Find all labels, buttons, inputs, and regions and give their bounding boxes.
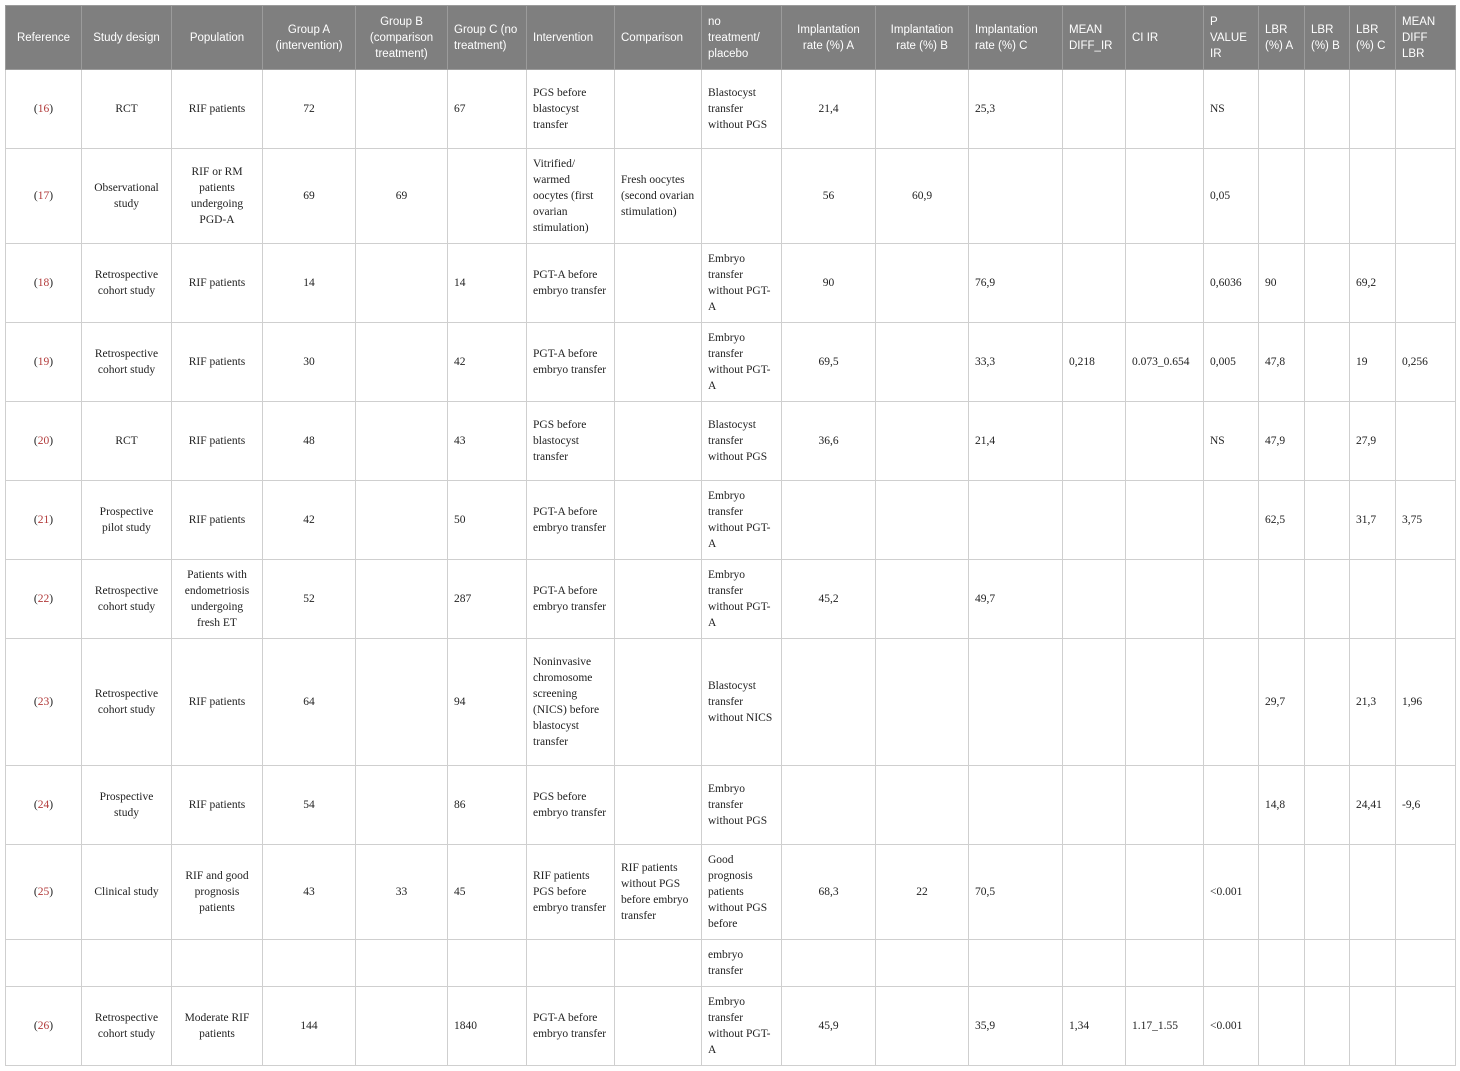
lbr-c-cell: 27,9 bbox=[1350, 402, 1396, 481]
no-treatment-cell: Blastocyst transfer without PGS bbox=[702, 402, 782, 481]
group-b-cell bbox=[356, 639, 448, 766]
header-implantation-c: Implantation rate (%) C bbox=[969, 6, 1063, 70]
table-row bbox=[6, 639, 1456, 766]
reference-cell bbox=[6, 987, 82, 1066]
implantation-b-cell bbox=[876, 70, 969, 149]
paren-open: ( bbox=[33, 356, 38, 368]
comparison-cell bbox=[615, 940, 702, 987]
header-intervention: Intervention bbox=[527, 6, 615, 70]
implantation-c-cell bbox=[969, 940, 1063, 987]
group-c-cell: 67 bbox=[448, 70, 527, 149]
no-treatment-cell: Embryo transfer without PGT-A bbox=[702, 987, 782, 1066]
paren-open: ( bbox=[33, 435, 38, 447]
implantation-a-cell: 56 bbox=[782, 149, 876, 244]
intervention-cell: PGT-A before embryo transfer bbox=[527, 244, 615, 323]
implantation-a-cell bbox=[782, 766, 876, 845]
paren-open: ( bbox=[33, 103, 38, 115]
group-c-cell: 14 bbox=[448, 244, 527, 323]
implantation-c-cell: 21,4 bbox=[969, 402, 1063, 481]
reference-link[interactable]: 17 bbox=[37, 190, 50, 202]
lbr-a-cell bbox=[1259, 70, 1305, 149]
p-value-ir-cell: 0,05 bbox=[1204, 149, 1259, 244]
implantation-a-cell: 45,2 bbox=[782, 560, 876, 639]
group-b-cell bbox=[356, 481, 448, 560]
ci-ir-cell: 0.073_0.654 bbox=[1126, 323, 1204, 402]
comparison-cell: Fresh oocytes (second ovarian stimulation) bbox=[615, 149, 702, 244]
group-a-cell: 72 bbox=[263, 70, 356, 149]
group-a-cell: 14 bbox=[263, 244, 356, 323]
header-lbr-a: LBR (%) A bbox=[1259, 6, 1305, 70]
group-a-cell: 30 bbox=[263, 323, 356, 402]
p-value-ir-cell: NS bbox=[1204, 70, 1259, 149]
population-cell: RIF or RM patients undergoing PGD-A bbox=[172, 149, 263, 244]
reference-cell bbox=[6, 639, 82, 766]
group-c-cell: 1840 bbox=[448, 987, 527, 1066]
p-value-ir-cell bbox=[1204, 560, 1259, 639]
lbr-c-cell: 31,7 bbox=[1350, 481, 1396, 560]
paren-open: ( bbox=[33, 886, 38, 898]
group-a-cell: 54 bbox=[263, 766, 356, 845]
reference-cell bbox=[6, 402, 82, 481]
header-implantation-a: Implantation rate (%) A bbox=[782, 6, 876, 70]
mean-diff-lbr-cell bbox=[1396, 987, 1456, 1066]
reference-link[interactable]: 24 bbox=[37, 799, 50, 811]
paren-open: ( bbox=[33, 277, 38, 289]
no-treatment-cell: Blastocyst transfer without PGS bbox=[702, 70, 782, 149]
group-c-cell bbox=[448, 940, 527, 987]
no-treatment-cell: Blastocyst transfer without NICS bbox=[702, 639, 782, 766]
study-design-cell: Retrospective cohort study bbox=[82, 560, 172, 639]
header-ci-ir: CI IR bbox=[1126, 6, 1204, 70]
group-b-cell bbox=[356, 323, 448, 402]
population-cell: RIF patients bbox=[172, 402, 263, 481]
implantation-c-cell: 70,5 bbox=[969, 845, 1063, 940]
intervention-cell: PGS before blastocyst transfer bbox=[527, 402, 615, 481]
intervention-cell: PGS before embryo transfer bbox=[527, 766, 615, 845]
lbr-b-cell bbox=[1305, 70, 1350, 149]
paren-close: ) bbox=[49, 190, 54, 202]
lbr-c-cell bbox=[1350, 149, 1396, 244]
mean-diff-ir-cell bbox=[1063, 70, 1126, 149]
lbr-c-cell: 19 bbox=[1350, 323, 1396, 402]
lbr-c-cell bbox=[1350, 987, 1396, 1066]
table-body bbox=[6, 70, 1456, 1066]
lbr-a-cell: 90 bbox=[1259, 244, 1305, 323]
lbr-c-cell bbox=[1350, 940, 1396, 987]
no-treatment-cell: Good prognosis patients without PGS before bbox=[702, 845, 782, 940]
paren-open: ( bbox=[33, 799, 38, 811]
header-implantation-b: Implantation rate (%) B bbox=[876, 6, 969, 70]
header-mean-diff-lbr: MEAN DIFF LBR bbox=[1396, 6, 1456, 70]
table-row bbox=[6, 70, 1456, 149]
implantation-b-cell: 60,9 bbox=[876, 149, 969, 244]
lbr-a-cell bbox=[1259, 987, 1305, 1066]
lbr-b-cell bbox=[1305, 323, 1350, 402]
lbr-c-cell bbox=[1350, 70, 1396, 149]
implantation-c-cell: 35,9 bbox=[969, 987, 1063, 1066]
implantation-c-cell bbox=[969, 639, 1063, 766]
population-cell: RIF patients bbox=[172, 481, 263, 560]
implantation-b-cell bbox=[876, 987, 969, 1066]
comparison-cell bbox=[615, 481, 702, 560]
header-lbr-c: LBR (%) C bbox=[1350, 6, 1396, 70]
lbr-a-cell bbox=[1259, 560, 1305, 639]
p-value-ir-cell bbox=[1204, 639, 1259, 766]
header-reference: Reference bbox=[6, 6, 82, 70]
implantation-c-cell: 25,3 bbox=[969, 70, 1063, 149]
implantation-a-cell bbox=[782, 940, 876, 987]
implantation-c-cell bbox=[969, 766, 1063, 845]
reference-link[interactable]: 26 bbox=[37, 1020, 50, 1032]
paren-open: ( bbox=[33, 514, 38, 526]
studies-table bbox=[5, 5, 1456, 1066]
intervention-cell: PGT-A before embryo transfer bbox=[527, 987, 615, 1066]
table-row bbox=[6, 940, 1456, 987]
group-b-cell bbox=[356, 940, 448, 987]
study-design-cell: Retrospective cohort study bbox=[82, 639, 172, 766]
study-design-cell: Retrospective cohort study bbox=[82, 323, 172, 402]
paren-close: ) bbox=[49, 514, 54, 526]
implantation-b-cell bbox=[876, 402, 969, 481]
study-design-cell: Observational study bbox=[82, 149, 172, 244]
group-a-cell: 48 bbox=[263, 402, 356, 481]
study-design-cell: Retrospective cohort study bbox=[82, 987, 172, 1066]
ci-ir-cell bbox=[1126, 402, 1204, 481]
study-design-cell: RCT bbox=[82, 70, 172, 149]
comparison-cell bbox=[615, 560, 702, 639]
implantation-a-cell: 90 bbox=[782, 244, 876, 323]
p-value-ir-cell: <0.001 bbox=[1204, 987, 1259, 1066]
table-row bbox=[6, 323, 1456, 402]
mean-diff-lbr-cell bbox=[1396, 149, 1456, 244]
intervention-cell: PGS before blastocyst transfer bbox=[527, 70, 615, 149]
study-design-cell: Retrospective cohort study bbox=[82, 244, 172, 323]
group-c-cell: 86 bbox=[448, 766, 527, 845]
lbr-b-cell bbox=[1305, 402, 1350, 481]
paren-open: ( bbox=[33, 190, 38, 202]
lbr-a-cell: 14,8 bbox=[1259, 766, 1305, 845]
lbr-b-cell bbox=[1305, 940, 1350, 987]
group-c-cell: 94 bbox=[448, 639, 527, 766]
ci-ir-cell bbox=[1126, 560, 1204, 639]
header-group-c: Group C (no treatment) bbox=[448, 6, 527, 70]
study-design-cell: Prospective study bbox=[82, 766, 172, 845]
header-no-treatment: no treatment/ placebo bbox=[702, 6, 782, 70]
mean-diff-lbr-cell: 3,75 bbox=[1396, 481, 1456, 560]
no-treatment-cell: Embryo transfer without PGT-A bbox=[702, 323, 782, 402]
mean-diff-ir-cell bbox=[1063, 766, 1126, 845]
table-row bbox=[6, 987, 1456, 1066]
paren-close: ) bbox=[49, 356, 54, 368]
reference-link[interactable]: 21 bbox=[37, 514, 50, 526]
header-comparison: Comparison bbox=[615, 6, 702, 70]
paren-close: ) bbox=[49, 696, 54, 708]
no-treatment-cell: Embryo transfer without PGT-A bbox=[702, 481, 782, 560]
reference-cell bbox=[6, 845, 82, 940]
lbr-b-cell bbox=[1305, 244, 1350, 323]
lbr-b-cell bbox=[1305, 845, 1350, 940]
intervention-cell: Noninvasive chromosome screening (NICS) before blastocyst transfer bbox=[527, 639, 615, 766]
study-design-cell bbox=[82, 940, 172, 987]
lbr-c-cell: 24,41 bbox=[1350, 766, 1396, 845]
mean-diff-ir-cell bbox=[1063, 940, 1126, 987]
reference-cell bbox=[6, 149, 82, 244]
study-design-cell: RCT bbox=[82, 402, 172, 481]
reference-link[interactable]: 22 bbox=[37, 593, 50, 605]
paren-close: ) bbox=[49, 103, 54, 115]
implantation-c-cell: 49,7 bbox=[969, 560, 1063, 639]
header-mean-diff-ir: MEAN DIFF_IR bbox=[1063, 6, 1126, 70]
group-b-cell bbox=[356, 766, 448, 845]
mean-diff-lbr-cell bbox=[1396, 70, 1456, 149]
implantation-b-cell bbox=[876, 940, 969, 987]
reference-link[interactable]: 25 bbox=[37, 886, 50, 898]
reference-cell bbox=[6, 481, 82, 560]
paren-open: ( bbox=[33, 696, 38, 708]
paren-open: ( bbox=[33, 1020, 38, 1032]
lbr-a-cell bbox=[1259, 149, 1305, 244]
mean-diff-lbr-cell bbox=[1396, 244, 1456, 323]
group-b-cell bbox=[356, 987, 448, 1066]
mean-diff-lbr-cell bbox=[1396, 402, 1456, 481]
implantation-a-cell bbox=[782, 639, 876, 766]
group-a-cell bbox=[263, 940, 356, 987]
ci-ir-cell bbox=[1126, 244, 1204, 323]
lbr-b-cell bbox=[1305, 766, 1350, 845]
population-cell: RIF and good prognosis patients bbox=[172, 845, 263, 940]
ci-ir-cell bbox=[1126, 845, 1204, 940]
ci-ir-cell bbox=[1126, 766, 1204, 845]
reference-link[interactable]: 20 bbox=[37, 435, 50, 447]
lbr-b-cell bbox=[1305, 560, 1350, 639]
header-p-value-ir: P VALUE IR bbox=[1204, 6, 1259, 70]
group-b-cell bbox=[356, 244, 448, 323]
reference-link[interactable]: 19 bbox=[37, 356, 50, 368]
reference-cell bbox=[6, 940, 82, 987]
comparison-cell bbox=[615, 639, 702, 766]
comparison-cell bbox=[615, 323, 702, 402]
intervention-cell: PGT-A before embryo transfer bbox=[527, 560, 615, 639]
header-study-design: Study design bbox=[82, 6, 172, 70]
implantation-a-cell: 69,5 bbox=[782, 323, 876, 402]
lbr-a-cell bbox=[1259, 940, 1305, 987]
mean-diff-lbr-cell: 1,96 bbox=[1396, 639, 1456, 766]
implantation-c-cell: 33,3 bbox=[969, 323, 1063, 402]
paren-close: ) bbox=[49, 593, 54, 605]
intervention-cell: RIF patients PGS before embryo transfer bbox=[527, 845, 615, 940]
table-row bbox=[6, 766, 1456, 845]
implantation-a-cell: 68,3 bbox=[782, 845, 876, 940]
group-a-cell: 52 bbox=[263, 560, 356, 639]
implantation-a-cell: 21,4 bbox=[782, 70, 876, 149]
lbr-b-cell bbox=[1305, 481, 1350, 560]
p-value-ir-cell bbox=[1204, 940, 1259, 987]
population-cell: RIF patients bbox=[172, 766, 263, 845]
reference-cell bbox=[6, 70, 82, 149]
implantation-c-cell bbox=[969, 481, 1063, 560]
lbr-a-cell: 29,7 bbox=[1259, 639, 1305, 766]
header-group-b: Group B (comparison treatment) bbox=[356, 6, 448, 70]
lbr-c-cell bbox=[1350, 560, 1396, 639]
mean-diff-ir-cell bbox=[1063, 845, 1126, 940]
ci-ir-cell: 1.17_1.55 bbox=[1126, 987, 1204, 1066]
implantation-b-cell bbox=[876, 560, 969, 639]
group-a-cell: 42 bbox=[263, 481, 356, 560]
population-cell: RIF patients bbox=[172, 323, 263, 402]
table-row bbox=[6, 845, 1456, 940]
p-value-ir-cell bbox=[1204, 481, 1259, 560]
p-value-ir-cell: 0,6036 bbox=[1204, 244, 1259, 323]
comparison-cell: RIF patients without PGS before embryo transfer bbox=[615, 845, 702, 940]
comparison-cell bbox=[615, 70, 702, 149]
paren-close: ) bbox=[49, 1020, 54, 1032]
reference-cell bbox=[6, 766, 82, 845]
group-c-cell: 42 bbox=[448, 323, 527, 402]
reference-link[interactable]: 18 bbox=[37, 277, 50, 289]
mean-diff-lbr-cell bbox=[1396, 940, 1456, 987]
no-treatment-cell: Embryo transfer without PGT-A bbox=[702, 244, 782, 323]
table-row bbox=[6, 149, 1456, 244]
no-treatment-cell: embryo transfer bbox=[702, 940, 782, 987]
mean-diff-lbr-cell: -9,6 bbox=[1396, 766, 1456, 845]
comparison-cell bbox=[615, 766, 702, 845]
group-a-cell: 69 bbox=[263, 149, 356, 244]
group-a-cell: 64 bbox=[263, 639, 356, 766]
comparison-cell bbox=[615, 402, 702, 481]
group-b-cell bbox=[356, 402, 448, 481]
lbr-a-cell bbox=[1259, 845, 1305, 940]
p-value-ir-cell: 0,005 bbox=[1204, 323, 1259, 402]
lbr-a-cell: 47,9 bbox=[1259, 402, 1305, 481]
mean-diff-lbr-cell: 0,256 bbox=[1396, 323, 1456, 402]
implantation-b-cell bbox=[876, 766, 969, 845]
mean-diff-lbr-cell bbox=[1396, 560, 1456, 639]
population-cell: RIF patients bbox=[172, 639, 263, 766]
comparison-cell bbox=[615, 244, 702, 323]
intervention-cell: PGT-A before embryo transfer bbox=[527, 323, 615, 402]
p-value-ir-cell: <0.001 bbox=[1204, 845, 1259, 940]
mean-diff-ir-cell bbox=[1063, 402, 1126, 481]
lbr-b-cell bbox=[1305, 987, 1350, 1066]
study-design-cell: Clinical study bbox=[82, 845, 172, 940]
implantation-b-cell: 22 bbox=[876, 845, 969, 940]
group-c-cell: 287 bbox=[448, 560, 527, 639]
intervention-cell: Vitrified/ warmed oocytes (first ovarian stimulation) bbox=[527, 149, 615, 244]
table-row bbox=[6, 481, 1456, 560]
ci-ir-cell bbox=[1126, 70, 1204, 149]
reference-link[interactable]: 23 bbox=[37, 696, 50, 708]
table-row bbox=[6, 244, 1456, 323]
group-c-cell: 50 bbox=[448, 481, 527, 560]
group-c-cell: 45 bbox=[448, 845, 527, 940]
mean-diff-ir-cell bbox=[1063, 481, 1126, 560]
paren-close: ) bbox=[49, 435, 54, 447]
group-b-cell: 69 bbox=[356, 149, 448, 244]
group-a-cell: 144 bbox=[263, 987, 356, 1066]
paren-close: ) bbox=[49, 886, 54, 898]
lbr-c-cell: 69,2 bbox=[1350, 244, 1396, 323]
intervention-cell bbox=[527, 940, 615, 987]
mean-diff-ir-cell bbox=[1063, 560, 1126, 639]
no-treatment-cell bbox=[702, 149, 782, 244]
implantation-b-cell bbox=[876, 639, 969, 766]
mean-diff-ir-cell bbox=[1063, 244, 1126, 323]
intervention-cell: PGT-A before embryo transfer bbox=[527, 481, 615, 560]
table-row bbox=[6, 560, 1456, 639]
group-b-cell: 33 bbox=[356, 845, 448, 940]
population-cell: Moderate RIF patients bbox=[172, 987, 263, 1066]
implantation-b-cell bbox=[876, 481, 969, 560]
implantation-c-cell bbox=[969, 149, 1063, 244]
lbr-b-cell bbox=[1305, 149, 1350, 244]
implantation-a-cell: 45,9 bbox=[782, 987, 876, 1066]
mean-diff-ir-cell: 1,34 bbox=[1063, 987, 1126, 1066]
reference-link[interactable]: 16 bbox=[37, 103, 50, 115]
header-lbr-b: LBR (%) B bbox=[1305, 6, 1350, 70]
mean-diff-ir-cell bbox=[1063, 639, 1126, 766]
group-c-cell bbox=[448, 149, 527, 244]
lbr-a-cell: 47,8 bbox=[1259, 323, 1305, 402]
p-value-ir-cell: NS bbox=[1204, 402, 1259, 481]
comparison-cell bbox=[615, 987, 702, 1066]
ci-ir-cell bbox=[1126, 639, 1204, 766]
mean-diff-lbr-cell bbox=[1396, 845, 1456, 940]
header-group-a: Group A (intervention) bbox=[263, 6, 356, 70]
reference-cell bbox=[6, 560, 82, 639]
population-cell bbox=[172, 940, 263, 987]
table-row bbox=[6, 402, 1456, 481]
header-population: Population bbox=[172, 6, 263, 70]
study-design-cell: Prospective pilot study bbox=[82, 481, 172, 560]
mean-diff-ir-cell bbox=[1063, 149, 1126, 244]
lbr-a-cell: 62,5 bbox=[1259, 481, 1305, 560]
lbr-c-cell bbox=[1350, 845, 1396, 940]
implantation-a-cell: 36,6 bbox=[782, 402, 876, 481]
no-treatment-cell: Embryo transfer without PGS bbox=[702, 766, 782, 845]
p-value-ir-cell bbox=[1204, 766, 1259, 845]
population-cell: RIF patients bbox=[172, 70, 263, 149]
implantation-a-cell bbox=[782, 481, 876, 560]
group-a-cell: 43 bbox=[263, 845, 356, 940]
implantation-b-cell bbox=[876, 244, 969, 323]
ci-ir-cell bbox=[1126, 940, 1204, 987]
group-b-cell bbox=[356, 70, 448, 149]
reference-cell bbox=[6, 323, 82, 402]
header-row bbox=[6, 6, 1456, 70]
population-cell: RIF patients bbox=[172, 244, 263, 323]
lbr-b-cell bbox=[1305, 639, 1350, 766]
ci-ir-cell bbox=[1126, 481, 1204, 560]
implantation-b-cell bbox=[876, 323, 969, 402]
reference-cell bbox=[6, 244, 82, 323]
paren-close: ) bbox=[49, 277, 54, 289]
group-b-cell bbox=[356, 560, 448, 639]
implantation-c-cell: 76,9 bbox=[969, 244, 1063, 323]
mean-diff-ir-cell: 0,218 bbox=[1063, 323, 1126, 402]
group-c-cell: 43 bbox=[448, 402, 527, 481]
ci-ir-cell bbox=[1126, 149, 1204, 244]
lbr-c-cell: 21,3 bbox=[1350, 639, 1396, 766]
no-treatment-cell: Embryo transfer without PGT-A bbox=[702, 560, 782, 639]
paren-close: ) bbox=[49, 799, 54, 811]
population-cell: Patients with endometriosis undergoing fresh ET bbox=[172, 560, 263, 639]
paren-open: ( bbox=[33, 593, 38, 605]
